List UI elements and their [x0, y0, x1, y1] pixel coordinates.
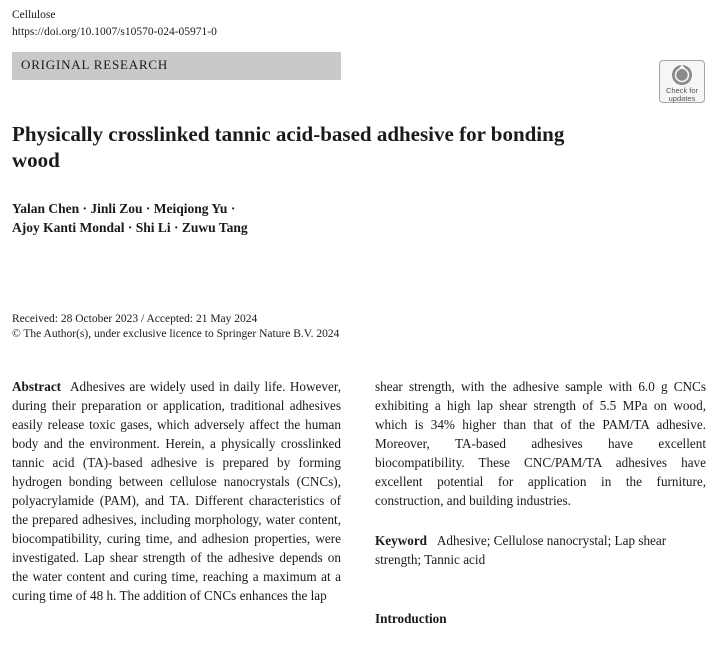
author-list [12, 199, 512, 237]
copyright-notice: © The Author(s), under exclusive licence to Springer Nature B.V. 2024 [12, 328, 340, 340]
article-type-band [12, 52, 341, 80]
received-accepted-dates: Received: 28 October 2023 / Accepted: 21 May 2024 [12, 313, 258, 325]
abstract-text-left: Adhesives are widely used in daily life. However, during their preparation or application, traditional adhesives easily release toxic gases, which adversely affect the human body and the environment. Herein, a physically crosslinked tannic acid (TA)-based adhesive is prepared by forming hydrogen bonding between cellulose nanocrystals (CNCs), polyacrylamide (PAM), and TA. Different characteristics of the prepared adhesives, including morphology, water content, biocompatibility, curing time, and adhesion properties, were investigated. Lap shear strength of the adhesive depends on the water content and curing time, reaching a maximum at a curing time of 48 h. The addition of CNCs enhances the lap [12, 379, 341, 603]
updates-icon [671, 64, 693, 86]
introduction-heading: Introduction [375, 611, 447, 626]
keywords-heading: Keyword [375, 533, 428, 548]
doi-link[interactable]: https://doi.org/10.1007/s10570-024-05971-0 [12, 26, 217, 38]
keywords-block [375, 531, 706, 569]
article-type-label: ORIGINAL RESEARCH [21, 57, 169, 72]
updates-badge-text [660, 87, 704, 103]
authors-line-2: Ajoy Kanti Mondal · Shi Li · Zuwu Tang [12, 220, 248, 235]
abstract-heading: Abstract [12, 379, 62, 394]
updates-badge-line2: updates [668, 94, 696, 103]
journal-name: Cellulose [12, 9, 56, 21]
check-for-updates-badge[interactable] [659, 60, 705, 103]
updates-badge-line1: Check for [665, 86, 699, 95]
keywords-text: Adhesive; Cellulose nanocrystal; Lap shear strength; Tannic acid [375, 533, 667, 567]
abstract-column-right [375, 377, 706, 510]
article-title: Physically crosslinked tannic acid-based adhesive for bonding wood [12, 122, 565, 172]
abstract-column-left [12, 377, 341, 605]
authors-line-1: Yalan Chen · Jinli Zou · Meiqiong Yu · [12, 201, 236, 216]
abstract-text-right: shear strength, with the adhesive sample with 6.0 g CNCs exhibiting a high lap shear strength of 5.5 MPa on wood, which is 34% higher than that of the PAM/TA adhesive. Moreover, TA-based adhesives have excellent biocompatibility. These CNC/PAM/TA adhesives have excellent potential for application in the furniture, construction, and building industries. [375, 379, 706, 508]
